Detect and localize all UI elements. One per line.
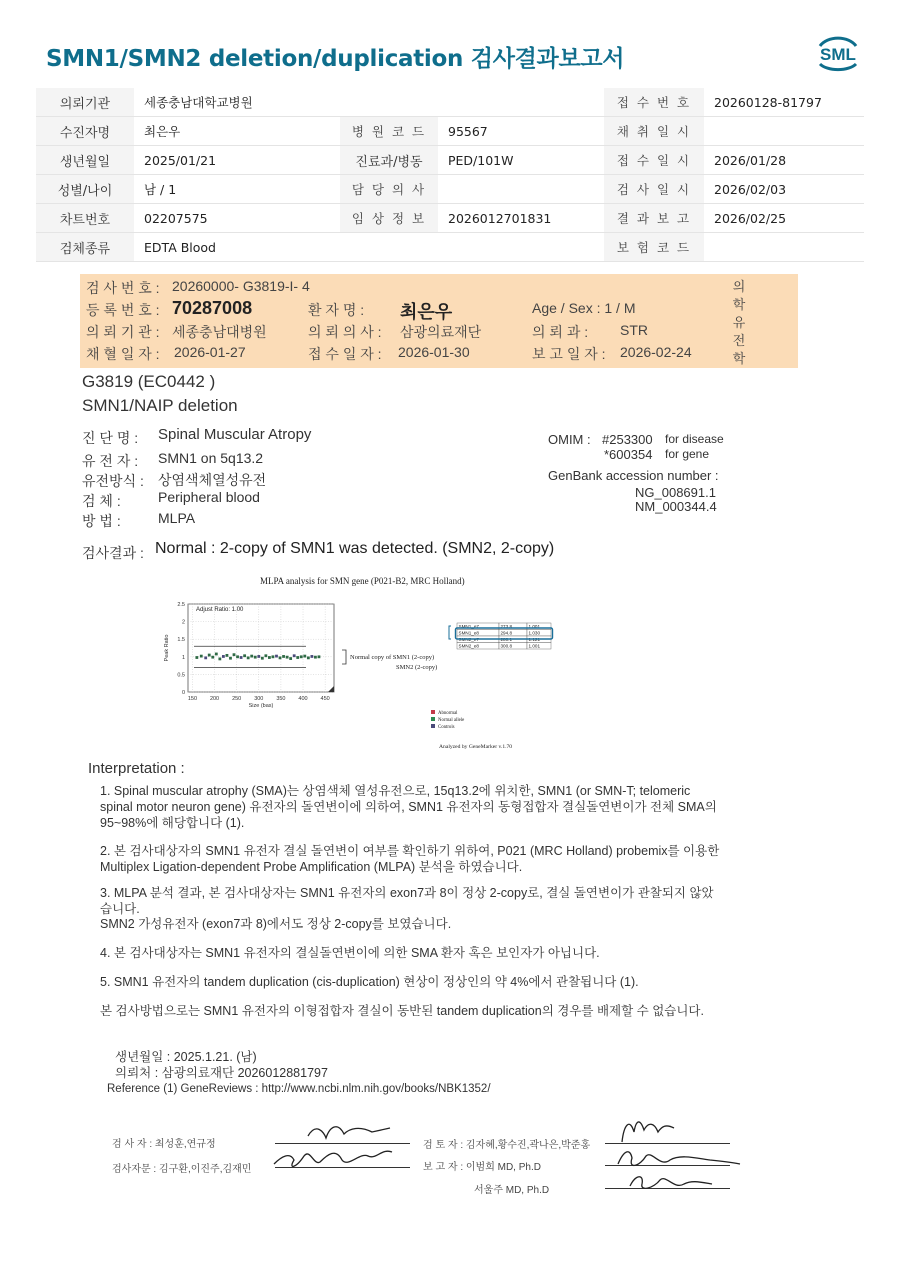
probe-table-text: 273.8 [500,624,512,629]
signature-reviewer [600,1110,750,1200]
data-point [254,656,257,659]
data-point [195,656,198,659]
data-point [286,656,289,659]
info-label: 접 수 번 호 [604,88,704,117]
report-date: 2026-02-24 [620,344,692,360]
info-value: 최은우 [134,117,340,146]
omim-label: OMIM : [548,432,591,447]
interp-p3b: SMN2 가성유전자 (exon7과 8)에서도 정상 2-copy를 보였습니다. [100,917,452,931]
y-tick-label: 2.5 [177,602,185,608]
probe-table-text: 1.001 [528,624,540,629]
data-point [236,655,239,658]
info-label: 성별/나이 [36,175,134,204]
test-code: G3819 (EC0442 ) [82,372,216,391]
data-point [318,655,321,658]
info-value: 02207575 [134,204,340,233]
data-point [289,657,292,660]
data-point [204,656,207,659]
info-value: 95567 [438,117,604,146]
x-tick-label: 300 [254,696,264,702]
inherit-value: 상염색체열성유전 [158,472,267,488]
interp-p3a: 3. MLPA 분석 결과, 본 검사대상자는 SMN1 유전자의 exon7과 8이 정상 2-copy로, 결실 돌연변이가 관찰되지 않았습니다. [100,886,714,916]
req-doc: 삼광의료재단 [400,324,482,340]
data-point [310,655,313,658]
reg-no-label: 등 록 번 호 : [86,302,160,318]
omim-disease: #253300 [602,432,653,447]
data-point [243,654,246,657]
omim-disease-note: for disease [665,432,724,446]
gene-value: SMN1 on 5q13.2 [158,450,264,466]
data-point [226,654,229,657]
signature-tester [268,1108,418,1188]
y-tick-label: 2 [181,619,185,626]
footer-birth: 생년월일 : 2025.1.21. (남) [115,1050,257,1064]
info-label: 보 험 코 드 [604,233,704,262]
tester: 검 사 자 : 최성훈,연규정 [112,1139,216,1150]
data-point [222,655,225,658]
info-value: 20260128-81797 [704,88,864,117]
reviewer: 검 토 자 : 김자혜,황수진,곽나은,박준홍 [423,1140,591,1151]
interpretation-heading: Interpretation : [88,760,185,777]
info-label: 임 상 정 보 [340,204,438,233]
data-point [293,654,296,657]
data-point [229,657,232,660]
genbank-1: NG_008691.1 [635,485,716,500]
info-label: 결 과 보 고 [604,204,704,233]
info-label: 채 취 일 시 [604,117,704,146]
legend-swatch [431,710,435,714]
vert-char: 의 [732,279,746,294]
receive-date: 2026-01-30 [398,344,470,360]
data-point [218,658,221,661]
chart-title: MLPA analysis for SMN gene (P021-B2, MRC Holland) [260,576,465,586]
interp-p4: 4. 본 검사대상자는 SMN1 유전자의 결실돌연변이에 의한 SMA 환자 혹은 보인자가 아닙니다. [100,946,600,960]
interp-p6: 본 검사방법으로는 SMN1 유전자의 이형접합자 결실이 동반된 tandem duplication의 경우를 배제할 수 없습니다. [100,1004,704,1018]
y-axis-label: Peak Ratio [164,634,170,662]
data-point [307,656,310,659]
reference: Reference (1) GeneReviews : http://www.ncbi.nlm.nih.gov/books/NBK1352/ [107,1083,491,1095]
legend-swatch [431,717,435,721]
info-value: 2026/02/03 [704,175,864,204]
normal-copy-note-1: Normal copy of SMN1 (2-copy) [350,654,435,661]
x-tick-label: 150 [187,696,198,702]
specimen-label: 검 체 : [82,493,121,509]
data-point [268,656,271,659]
exam-no: 20260000- G3819-I- 4 [172,278,310,294]
x-tick-label: 450 [320,696,330,702]
omim-gene: *600354 [604,447,653,462]
exam-no-label: 검 사 번 호 : [86,280,160,296]
y-tick-label: 1 [181,654,185,661]
logo-text: SML [820,45,856,64]
probe-table-text: 300.8 [500,643,512,649]
data-point [257,655,260,658]
reg-no: 70287008 [172,298,253,318]
x-tick-label: 200 [209,696,220,702]
omim-gene-note: for gene [665,447,710,461]
data-point [261,657,264,660]
info-value: EDTA Blood [134,233,604,262]
report-label: 보 고 일 자 : [532,346,606,362]
inherit-label: 유전방식 : [82,473,144,489]
legend-label: Abnormal [438,711,458,716]
x-tick-label: 350 [276,696,286,702]
interp-p1: 1. Spinal muscular atrophy (SMA)는 상염색체 열성유전으로, 15q13.2에 위치한, SMN1 (or SMN-T; telomeric spinal motor neuron gene) 유전자의 돌연변이에 의하여, SMN1 유전자의 동형접합자 결실돌연변이가 전체 SMA의 95~98%에 해당합니다 (1). [100,784,717,830]
info-label: 검 사 일 시 [604,175,704,204]
bracket [342,650,346,664]
table-bracket [449,626,451,639]
legend-label: Controls [438,725,455,730]
y-tick-label: 1.5 [177,637,185,644]
info-label: 진료과/병동 [340,146,438,175]
y-tick-label: 0.5 [177,672,185,679]
info-value: PED/101W [438,146,604,175]
info-label: 병 원 코 드 [340,117,438,146]
interp-p5: 5. SMN1 유전자의 tandem duplication (cis-duplication) 현상이 정상인의 약 4%에서 관찰됩니다 (1). [100,975,639,989]
probe-table-text: SMN2_e7 [458,637,479,642]
data-point [314,656,317,659]
reporter-2: 서울주 MD, Ph.D [474,1185,550,1196]
genbank-2: NM_000344.4 [635,499,717,514]
collect-label: 채 혈 일 자 : [86,346,160,362]
footer-requester: 의뢰처 : 삼광의료재단 2026012881797 [115,1066,328,1080]
info-value: 남 / 1 [134,175,340,204]
report-title: SMN1/SMN2 deletion/duplication 검사결과보고서 [46,46,625,72]
info-value: 2026012701831 [438,204,604,233]
probe-table-text: SMN1_e7 [458,624,479,629]
gene-label: 유 전 자 : [82,453,139,469]
probe-table-text: 1.001 [528,643,540,649]
interp-p2: 2. 본 검사대상자의 SMN1 유전자 결실 돌연변이 여부를 확인하기 위하여, P021 (MRC Holland) probemix를 이용한 Multiplex Ligation-dependent Probe Amplification (MLPA) 분석을 하였습니다. [100,844,720,874]
diag-value: Spinal Muscular Atropy [158,426,312,443]
info-label: 검체종류 [36,233,134,262]
data-point [275,655,278,658]
dept-vertical-label [730,278,748,368]
data-point [272,655,275,658]
test-name: SMN1/NAIP deletion [82,396,238,415]
info-label: 생년월일 [36,146,134,175]
reporter: 보 고 자 : 이범희 MD, Ph.D [423,1162,541,1173]
info-label: 차트번호 [36,204,134,233]
adjust-ratio-label: Adjust Ratio: 1.00 [196,607,244,613]
vert-char: 유 [732,315,746,330]
probe-table-text: 280.1 [500,637,512,642]
receive-label: 접 수 일 자 : [308,346,382,362]
data-point [211,656,214,659]
vert-char: 학 [732,351,746,366]
probe-table-text: 1.030 [528,630,540,636]
legend-swatch [431,724,435,728]
data-point [296,656,299,659]
normal-copy-note-2: SMN2 (2-copy) [396,664,438,671]
plot-frame [188,604,334,692]
y-tick-label: 0 [181,690,185,696]
x-axis-label: Size (bas) [248,703,274,709]
x-tick-label: 250 [232,696,242,702]
data-point [250,655,253,658]
genbank-label: GenBank accession number : [548,468,719,483]
vert-char: 전 [732,333,746,348]
probe-table-text: 1.121 [528,637,540,642]
method-value: MLPA [158,510,196,526]
specimen-value: Peripheral blood [158,489,260,505]
patient-name: 최은우 [400,302,453,322]
info-label: 의뢰기관 [36,88,134,117]
report-header-band [80,274,798,368]
data-point [208,654,211,657]
info-label: 수진자명 [36,117,134,146]
info-value: 2025/01/21 [134,146,340,175]
req-inst-label: 의 뢰 기 관 : [86,324,160,340]
method-label: 방 법 : [82,513,121,529]
data-point [279,656,282,659]
probe-table-text: SMN1_e8 [458,630,479,636]
info-label: 접 수 일 시 [604,146,704,175]
legend-label: Normal allele [438,718,465,723]
data-point [247,656,250,659]
data-point [264,654,267,657]
vert-char: 학 [732,297,746,312]
info-label: 담 당 의 사 [340,175,438,204]
plot-area [164,602,553,750]
data-point [215,653,218,656]
data-point [282,655,285,658]
info-value: 2026/02/25 [704,204,864,233]
data-point [300,655,303,658]
req-doc-label: 의 뢰 의 사 : [308,324,382,340]
probe-table-text: 294.8 [500,630,512,636]
collect-date: 2026-01-27 [174,344,246,360]
data-point [233,653,236,656]
analyzed-by: Analyzed by GeneMarker v.1.70 [439,744,513,750]
info-value: 2026/01/28 [704,146,864,175]
diag-label: 진 단 명 : [82,430,139,446]
req-dept-label: 의 뢰 과 : [532,324,589,340]
age-sex: Age / Sex : 1 / M [532,300,636,316]
data-point [303,655,306,658]
result-label: 검사결과 : [82,545,144,561]
probe-table-text: SMN2_e8 [458,643,479,649]
x-tick-label: 400 [298,696,308,702]
advisor: 검사자문 : 김구환,이진주,김재민 [112,1164,252,1175]
patient-label: 환 자 명 : [308,302,365,318]
req-inst: 세종충남대병원 [172,324,267,340]
result-value: Normal : 2-copy of SMN1 was detected. (SMN2, 2-copy) [155,540,555,557]
data-point [200,655,203,658]
data-point [240,656,243,659]
req-dept: STR [620,322,648,338]
info-value: 세종충남대학교병원 [134,88,604,117]
mlpa-chart [160,590,580,760]
